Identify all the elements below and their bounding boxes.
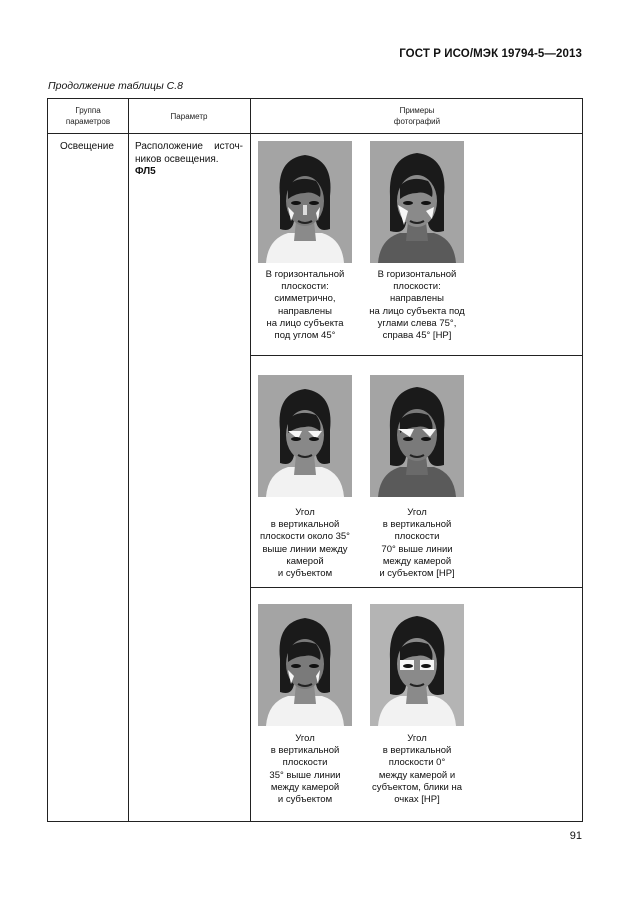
column-header-examples: [250, 99, 584, 133]
column-header-text: Примеры: [399, 106, 435, 115]
caption-line: в вертикальной: [382, 519, 452, 531]
caption-line: в вертикальной: [382, 745, 452, 757]
face-photo: [258, 375, 352, 497]
caption-line: плоскости 0°: [388, 757, 446, 769]
photo-caption: [362, 269, 472, 342]
face-photo: [370, 375, 464, 497]
caption-line: в вертикальной: [270, 745, 340, 757]
caption-line: 70° выше линии: [381, 543, 453, 555]
caption-line: субъектом, блики на: [371, 781, 463, 793]
caption-line: на лицо субъекта под: [369, 305, 465, 317]
column-header-text: фотографий: [393, 117, 441, 126]
caption-line: на лицо субъекта: [266, 317, 344, 329]
caption-line: углами слева 75°,: [377, 317, 457, 329]
caption-line: очках [НР]: [394, 794, 440, 806]
caption-line: плоскости: [282, 757, 328, 769]
column-header-text: Параметр: [170, 111, 208, 121]
photo-caption: [250, 269, 360, 342]
caption-line: плоскости: [394, 531, 440, 543]
photo-caption: [250, 507, 360, 580]
caption-line: в вертикальной: [270, 519, 340, 531]
column-header-parameter: [128, 99, 250, 133]
photo-caption: [362, 733, 472, 806]
header-divider: [48, 133, 582, 134]
document-standard-number: ГОСТ Р ИСО/МЭК 19794-5—2013: [399, 48, 582, 60]
caption-line: камерой: [286, 555, 324, 567]
caption-line: В горизонтальной: [377, 269, 457, 280]
caption-line: направлены: [390, 293, 444, 305]
caption-line: направлены: [278, 305, 332, 317]
caption-line: симметрично,: [274, 293, 336, 305]
parameter-table: [47, 98, 583, 822]
parameter-description: Расположение источ-ников освещения.: [135, 141, 243, 165]
parameter-value: [135, 141, 243, 179]
caption-line: между камерой и: [378, 769, 456, 781]
caption-line: выше линии между: [262, 543, 348, 555]
face-photo: [258, 604, 352, 726]
table-continuation-label: Продолжение таблицы С.8: [48, 80, 183, 92]
caption-line: справа 45° [НР]: [382, 330, 452, 342]
caption-line: Угол: [295, 733, 315, 744]
face-photo: [370, 604, 464, 726]
caption-line: плоскости:: [281, 281, 329, 293]
face-photo: [258, 141, 352, 263]
photo-caption: [250, 733, 360, 806]
group-value: Освещение: [60, 141, 114, 152]
column-header-text: Группа: [75, 106, 101, 115]
caption-line: Угол: [407, 507, 427, 518]
face-photo: [370, 141, 464, 263]
page-number: 91: [569, 830, 582, 842]
caption-line: плоскости около 35°: [260, 531, 350, 543]
photo-caption: [362, 507, 472, 580]
parameter-code: ФЛ5: [135, 166, 156, 177]
caption-line: плоскости:: [393, 281, 441, 293]
caption-line: В горизонтальной: [265, 269, 345, 280]
caption-line: Угол: [295, 507, 315, 518]
caption-line: Угол: [407, 733, 427, 744]
column-header-text: параметров: [65, 117, 111, 126]
column-header-group: [48, 99, 128, 133]
caption-line: 35° выше линии: [269, 769, 341, 781]
column-divider: [128, 99, 129, 821]
caption-line: между камерой: [382, 555, 452, 567]
column-divider: [250, 99, 251, 821]
caption-line: и субъектом: [277, 568, 333, 580]
caption-line: под углом 45°: [274, 330, 336, 342]
row-divider: [250, 587, 582, 588]
row-divider: [250, 355, 582, 356]
caption-line: и субъектом: [277, 794, 333, 806]
caption-line: и субъектом [НР]: [379, 568, 455, 580]
caption-line: между камерой: [270, 781, 340, 793]
